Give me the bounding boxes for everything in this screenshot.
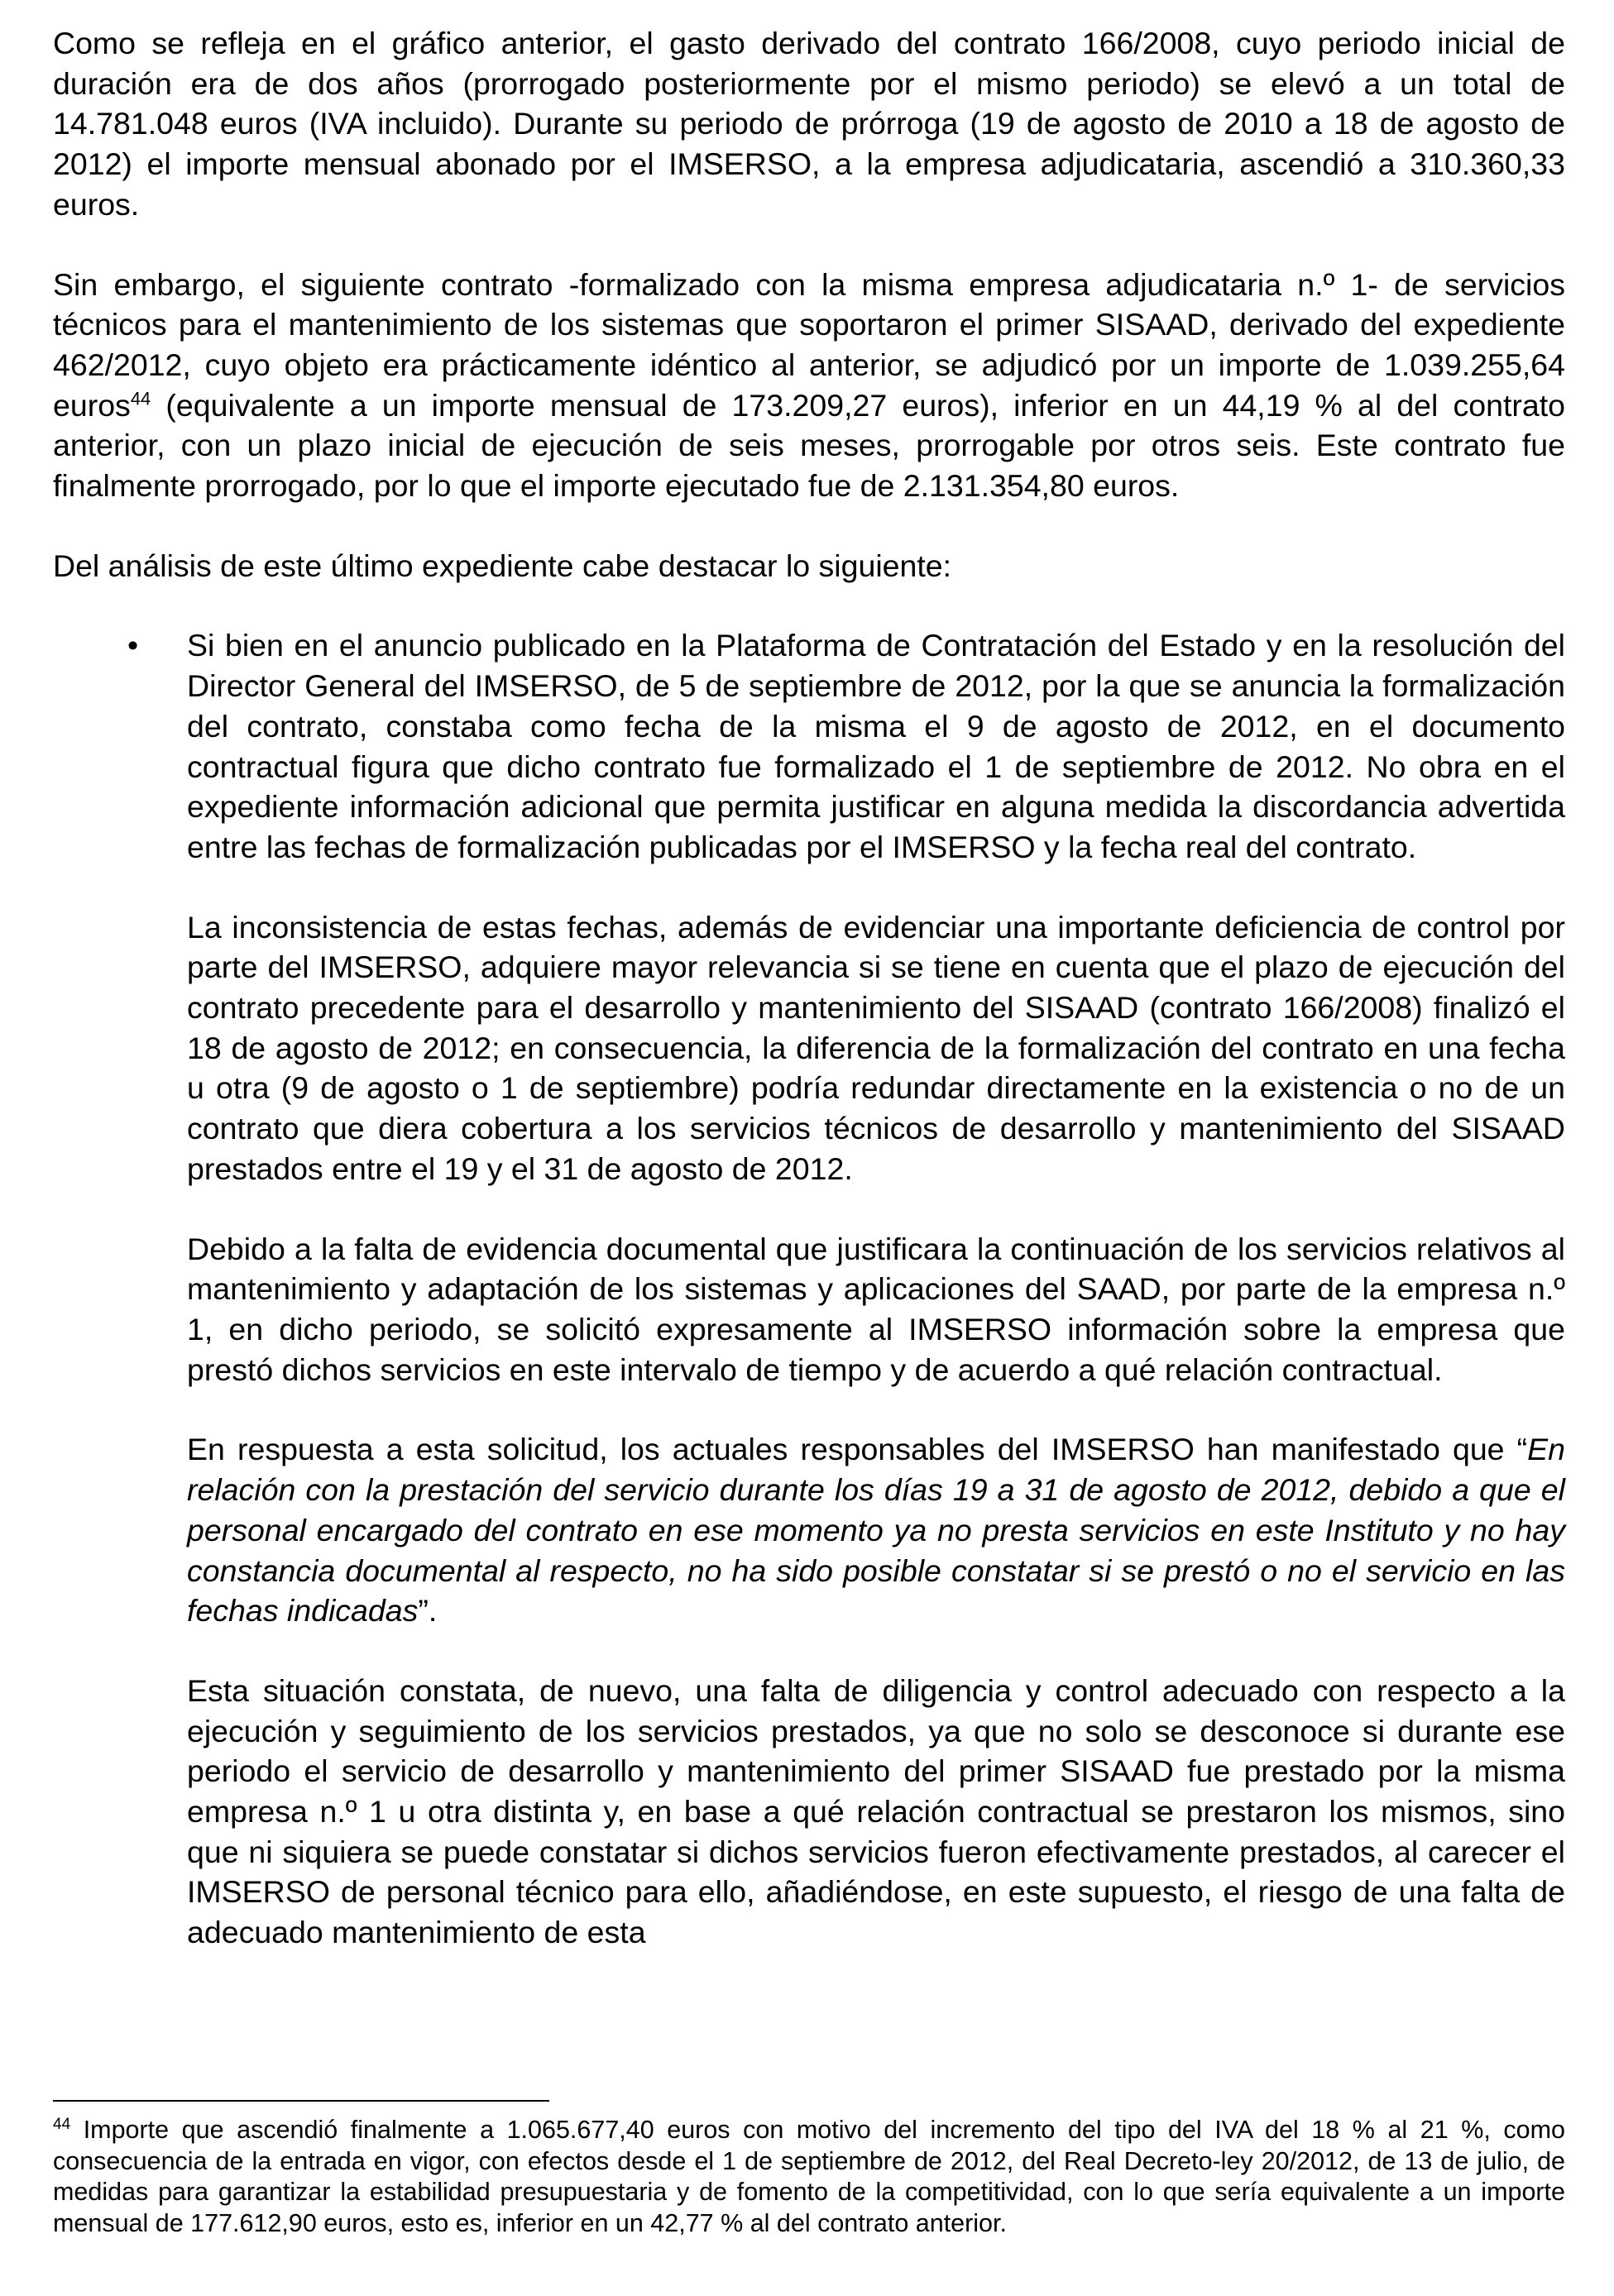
bullet-paragraph-fechas: Si bien en el anuncio publicado en la Plataforma de Contratación del Estado y en la resolución del Director General del IMSERSO, de 5 de septiembre de 2012, por la que se anuncia la formalización del contrato, constaba como fecha de la misma el 9 de agosto de 2012, en el documento contractual figura que dicho contrato fue formalizado el 1 de septiembre de 2012. No obra en el expediente información adicional que permita justificar en alguna medida la discordancia advertida entre las fechas de formalización publicadas por el IMSERSO y la fecha real del contrato.: [187, 628, 1565, 864]
spacer: [53, 586, 1565, 625]
paragraph-siguiente-contrato: [53, 265, 1565, 506]
paragraph-falta-evidencia: Debido a la falta de evidencia documental que justificara la continuación de los servicios relativos al mantenimiento y adaptación de los sistemas y aplicaciones del SAAD, por parte de la empresa n.º 1, en dicho periodo, se solicitó expresamente al IMSERSO información sobre la empresa que prestó dichos servicios en este intervalo de tiempo y de acuerdo a qué relación contractual.: [187, 1231, 1565, 1387]
footnote-text: Importe que ascendió finalmente a 1.065.677,40 euros con motivo del incremento del tipo del IVA del 18 % al 21 %, como consecuencia de la entrada en vigor, con efectos desde el 1 de septiembre de 2012, del Real Decreto-ley 20/2012, de 13 de julio, de medidas para garantizar la estabilidad presupuestaria y de fomento de la competitividad, con lo que sería equivalente a un importe mensual de 177.612,90 euros, esto es, inferior en un 42,77 % al del contrato anterior.: [53, 2116, 1565, 2237]
paragraph-text: En respuesta a esta solicitud, los actuales responsables del IMSERSO han manifestado que “: [187, 1432, 1528, 1467]
paragraph-situacion: Esta situación constata, de nuevo, una falta de diligencia y control adecuado con respecto a la ejecución y seguimiento de los servicios prestados, ya que no solo se desconoce si durante ese periodo el servicio de desarrollo y mantenimiento del primer SISAAD fue prestado por la misma empresa n.º 1 u otra distinta y, en base a qué relación contractual se prestaron los mismos, sino que ni siquiera se puede constatar si dichos servicios fueron efectivamente prestados, al carecer el IMSERSO de personal técnico para ello, añadiéndose, en este supuesto, el riesgo de una falta de adecuado mantenimiento de esta: [187, 1672, 1565, 1950]
paragraph-analisis-intro: Del análisis de este último expediente cabe destacar lo siguiente:: [53, 548, 952, 583]
paragraph-text: Sin embargo, el siguiente contrato -formalizado con la misma empresa adjudicataria n.º 1- de servicios técnicos para el mantenimiento de los sistemas que soportaron el primer SISAAD, derivado del expediente 462/2012, cuyo objeto era prácticamente idéntico al anterior, se adjudicó por un importe de 1.039.255,64 euros: [53, 266, 1565, 423]
paragraph-gasto-contrato: Como se refleja en el gráfico anterior, el gasto derivado del contrato 166/2008, cuyo periodo inicial de duración era de dos años (prorrogado posteriormente por el mismo periodo) se elevó a un total de 14.781.048 euros (IVA incluido). Durante su periodo de prórroga (19 de agosto de 2010 a 18 de agosto de 2012) el importe mensual abonado por el IMSERSO, a la empresa adjudicataria, ascendió a 310.360,33 euros.: [53, 26, 1565, 222]
paragraph-text: ”.: [418, 1593, 438, 1629]
quoted-text: En relación con la prestación del servicio durante los días 19 a 31 de agosto de 2012, debido a que el personal encargado del contrato en ese momento ya no presta servicios en este Instituto y no hay constancia documental al respecto, no ha sido posible constatar si se prestó o no el servicio en las fechas indicadas: [187, 1432, 1565, 1629]
spacer: [53, 1631, 1565, 1671]
paragraph-text: (equivalente a un importe mensual de 173.209,27 euros), inferior en un 44,19 % al del contrato anterior, con un plazo inicial de ejecución de seis meses, prorrogable por otros seis. Este contrato fue finalmente prorrogado, por lo que el importe ejecutado fue de 2.131.354,80 euros.: [53, 387, 1565, 504]
spacer: [53, 506, 1565, 546]
spacer: [53, 1390, 1565, 1429]
paragraph-respuesta: [53, 1429, 1565, 1631]
footnote-paragraph: [53, 2115, 1565, 2239]
spacer: [53, 868, 1565, 907]
spacer: [53, 225, 1565, 265]
footnote-number: 44: [53, 2115, 71, 2133]
spacer: [53, 1189, 1565, 1229]
footnote-reference[interactable]: 44: [130, 388, 151, 409]
paragraph-inconsistencia: La inconsistencia de estas fechas, además de evidenciar una importante deficiencia de control por parte del IMSERSO, adquiere mayor relevancia si se tiene en cuenta que el plazo de ejecución del contrato precedente para el desarrollo y mantenimiento del SISAAD (contrato 166/2008) finalizó el 18 de agosto de 2012; en consecuencia, la diferencia de la formalización del contrato en una fecha u otra (9 de agosto o 1 de septiembre) podría redundar directamente en la existencia o no de un contrato que diera cobertura a los servicios técnicos de desarrollo y mantenimiento del SISAAD prestados entre el 19 y el 31 de agosto de 2012.: [187, 909, 1565, 1186]
footnote: [53, 2115, 1565, 2239]
bullet-item: [53, 625, 1565, 867]
bullet-icon: •: [127, 628, 139, 663]
document-body: [53, 23, 1565, 1953]
footnote-divider: [53, 2100, 549, 2102]
